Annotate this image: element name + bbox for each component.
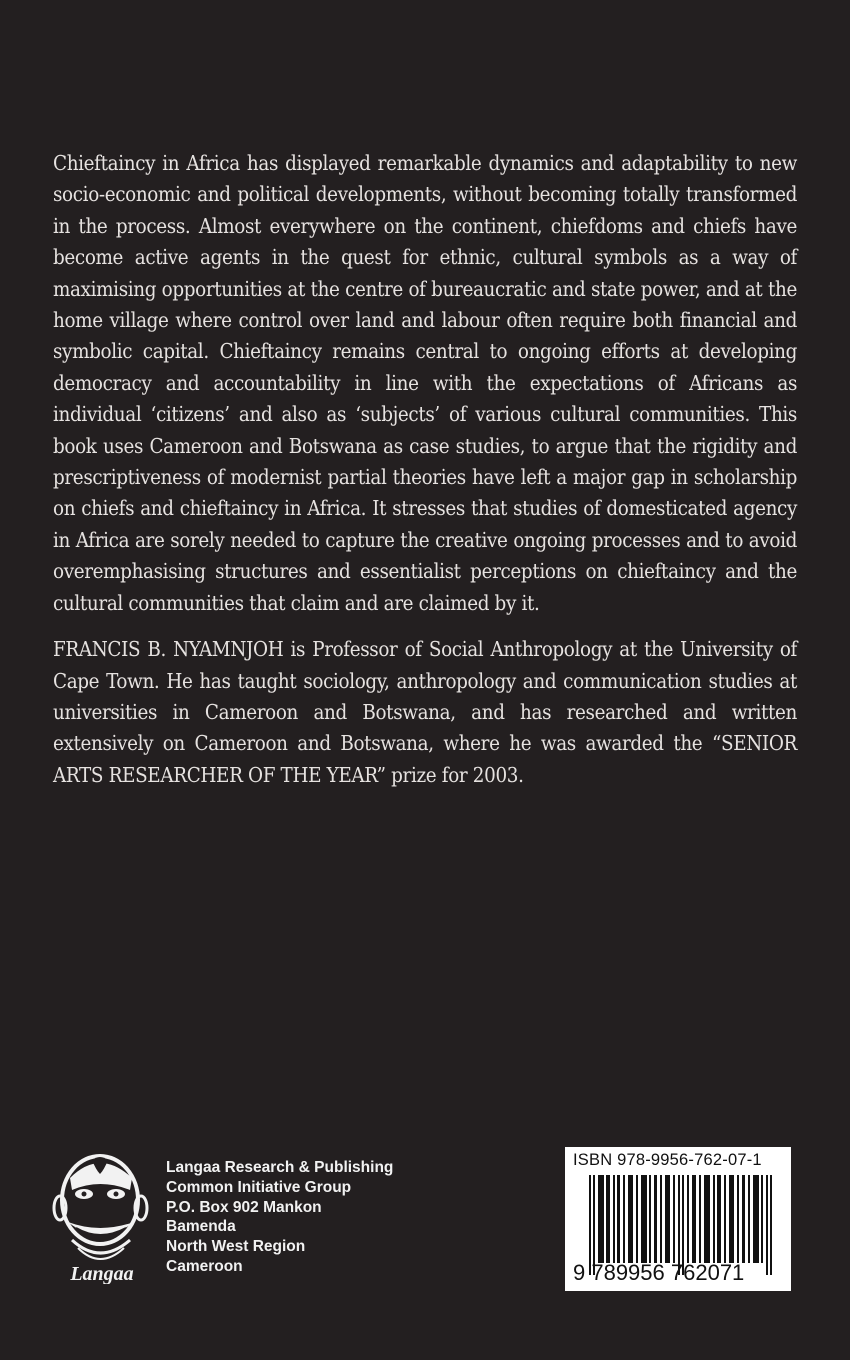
publisher-region-line: North West Region <box>166 1238 306 1256</box>
author-bio: FRANCIS B. NYAMNJOH is Professor of Social Anthropology at the University of Cape Town. He has taught sociology, anthropology and communication studies at universities in Cameroon and Botswana, and has researched and written extensively on Cameroon and Botswana, where he was awarded the “SENIOR ARTS RESEARCHER OF THE YEAR” prize for 2003. <box>53 637 797 787</box>
publisher-country-line: Cameroon <box>166 1257 243 1275</box>
logo-wordmark: Langaa <box>70 1263 134 1284</box>
isbn-label: ISBN 978-9956-762-07-1 <box>573 1151 762 1169</box>
publisher-address <box>166 1158 393 1277</box>
barcode-digits: 9 789956 762071 <box>573 1260 745 1285</box>
publisher-pobox-line: P.O. Box 902 Mankon <box>166 1198 322 1216</box>
book-description: Chieftaincy in Africa has displayed remarkable dynamics and adaptability to new socio-economic and political developments, without becoming totally transformed in the process. Almost everywhere on the continent, chiefdoms and chiefs have become active agents in the quest for ethnic, cultural symbols as a way of maximising opportunities at the centre of bureaucratic and state power, and at the home village where control over land and labour often require both financial and symbolic capital. Chieftaincy remains central to ongoing efforts at developing democracy and accountability in line with the expectations of Africans as individual ‘citizens’ and also as ‘subjects’ of various cultural communities. This book uses Cameroon and Botswana as case studies, to argue that the rigidity and prescriptiveness of modernist partial theories have left a major gap in scholarship on chiefs and chieftaincy in Africa. It stresses that studies of domesticated agency in Africa are sorely needed to capture the creative ongoing processes and to avoid overemphasising structures and essentialist perceptions on chieftaincy and the cultural communities that claim and are claimed by it. <box>53 151 797 615</box>
publisher-group-line: Common Initiative Group <box>166 1178 352 1196</box>
publisher-name-line: Langaa Research & Publishing <box>166 1159 394 1176</box>
back-cover-blurb <box>53 148 797 791</box>
publisher-block <box>52 1148 393 1284</box>
isbn-barcode-block <box>565 1147 791 1291</box>
publisher-city-line: Bamenda <box>166 1218 236 1236</box>
mask-face-logo-icon <box>52 1148 152 1284</box>
